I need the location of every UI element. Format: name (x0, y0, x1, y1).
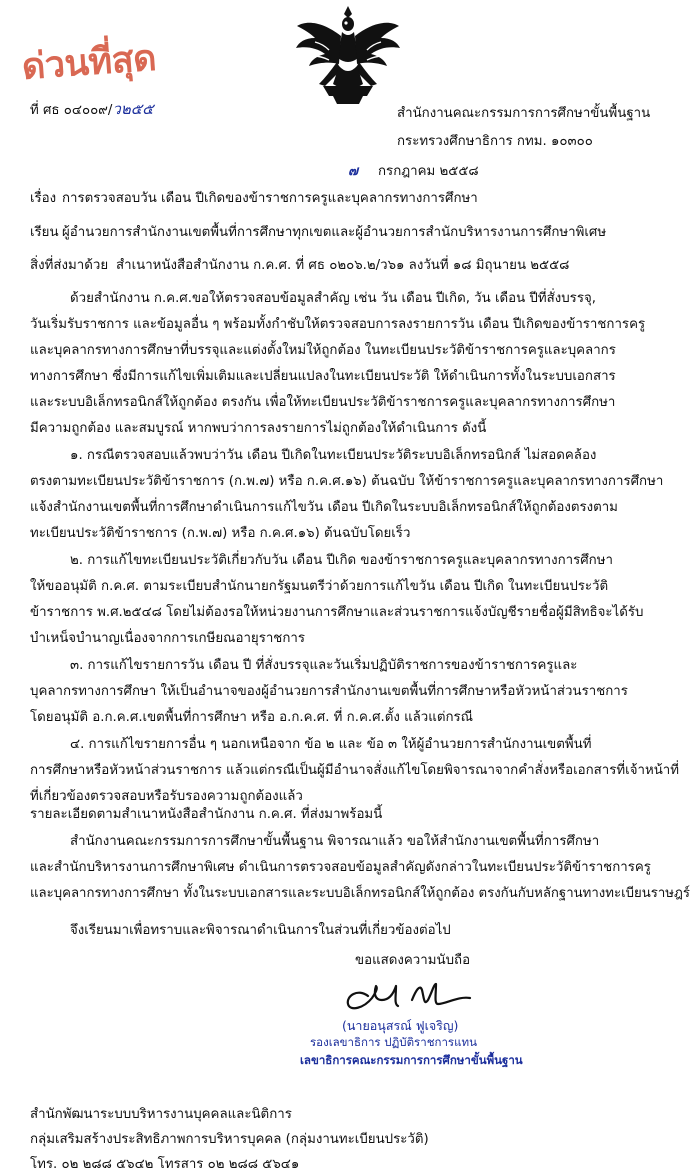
date-month-year: กรกฎาคม ๒๕๕๘ (378, 164, 479, 179)
garuda-emblem-icon (293, 2, 403, 106)
document-date (348, 160, 479, 181)
subject-label: เรื่อง (30, 191, 57, 206)
body-line: โดยอนุมัติ อ.ก.ค.ศ.เขตพื้นที่การศึกษา หรือ อ.ก.ค.ศ. ที่ ก.ค.ศ.ตั้ง แล้วแต่กรณี (30, 710, 474, 725)
signer-name: (นายอนุสรณ์ ฟูเจริญ) (342, 1018, 459, 1033)
body-line: และระบบอิเล็กทรอนิกส์ให้ถูกต้อง ตรงกัน เพื่อให้ทะเบียนประวัติข้าราชการครูและบุคลากรทางการศึกษา (30, 395, 616, 410)
recipient-label: เรียน (30, 225, 59, 240)
body-line: มีความถูกต้อง และสมบูรณ์ หากพบว่าการลงรายการไม่ถูกต้องให้ดำเนินการ ดังนี้ (30, 421, 487, 436)
closing-regards: ขอแสดงความนับถือ (355, 953, 471, 968)
recipient-line (30, 221, 606, 242)
body-line: บุคลากรทางการศึกษา ให้เป็นอำนาจของผู้อำนวยการสำนักงานเขตพื้นที่การศึกษาหรือหัวหน้าส่วนราชการ (30, 684, 628, 699)
body-line: สำนักงานคณะกรรมการการศึกษาขั้นพื้นฐาน พิจารณาแล้ว ขอให้สำนักงานเขตพื้นที่การศึกษา (70, 834, 600, 849)
body-line: วันเริ่มรับราชการ และข้อมูลอื่น ๆ พร้อมทั้งกำชับให้ตรวจสอบการลงรายการวัน เดือน ปีเกิดของข้าราชการครู (30, 317, 646, 332)
document-number-handwritten: ว๒๕๕ (112, 100, 154, 118)
urgent-stamp: ด่วนที่สุด (20, 37, 158, 88)
body-line: ๒. การแก้ไขทะเบียนประวัติเกี่ยวกับวัน เดือน ปีเกิด ของข้าราชการครูและบุคลากรทางการศึกษา (70, 553, 613, 568)
enclosure-label: สิ่งที่ส่งมาด้วย (30, 258, 109, 273)
body-line: ๔. การแก้ไขรายการอื่น ๆ นอกเหนือจาก ข้อ ๒ และ ข้อ ๓ ให้ผู้อำนวยการสำนักงานเขตพื้นที่ (70, 737, 592, 752)
body-line: ทางการศึกษา ซึ่งมีการแก้ไขเพิ่มเติมและเปลี่ยนแปลงในทะเบียนประวัติ ให้ดำเนินการทั้งในระบบเอกสาร (30, 369, 616, 384)
footer-group: กลุ่มเสริมสร้างประสิทธิภาพการบริหารบุคคล (กลุ่มงานทะเบียนประวัติ) (30, 1132, 429, 1147)
subject-text: การตรวจสอบวัน เดือน ปีเกิดของข้าราชการครูและบุคลากรทางการศึกษา (62, 191, 478, 206)
body-line: แจ้งสำนักงานเขตพื้นที่การศึกษาดำเนินการแก้ไขวัน เดือน ปีเกิดในระบบอิเล็กทรอนิกส์ให้ถูกต้องตรงตาม (30, 500, 618, 515)
body-line: ข้าราชการ พ.ศ.๒๕๔๘ โดยไม่ต้องรอให้หน่วยงานการศึกษาและส่วนราชการแจ้งบัญชีรายชื่อผู้มีสิทธิจะได้รับ (30, 605, 644, 620)
subject-line (30, 187, 478, 208)
body-line: และสำนักบริหารงานการศึกษาพิเศษ ดำเนินการตรวจสอบข้อมูลสำคัญดังกล่าวในทะเบียนประวัติข้าราชการครู (30, 860, 651, 875)
recipient-text: ผู้อำนวยการสำนักงานเขตพื้นที่การศึกษาทุกเขตและผู้อำนวยการสำนักบริหารงานการศึกษาพิเศษ (62, 225, 607, 240)
enclosure-text: สำเนาหนังสือสำนักงาน ก.ค.ศ. ที่ ศธ ๐๒๐๖.๒/ว๖๑ ลงวันที่ ๑๘ มิถุนายน ๒๕๕๘ (116, 258, 570, 273)
body-line: ด้วยสำนักงาน ก.ค.ศ.ขอให้ตรวจสอบข้อมูลสำคัญ เช่น วัน เดือน ปีเกิด, วัน เดือน ปีที่สั่งบรรจุ, (70, 291, 596, 306)
body-line: ตรงตามทะเบียนประวัติข้าราชการ (ก.พ.๗) หรือ ก.ค.ศ.๑๖) ต้นฉบับ ให้ข้าราชการครูและบุคลากรทางการศึกษา (30, 474, 664, 489)
signer-title-line1: รองเลขาธิการ ปฏิบัติราชการแทน (310, 1035, 477, 1049)
body-line: ๓. การแก้ไขรายการวัน เดือน ปี ที่สั่งบรรจุและวันเริ่มปฏิบัติราชการของข้าราชการครูและ (70, 658, 578, 673)
body-line: ที่เกี่ยวข้องตรวจสอบหรือรับรองความถูกต้องแล้ว (30, 789, 303, 804)
document-number (30, 97, 153, 121)
body-line: ทะเบียนประวัติข้าราชการ (ก.พ.๗) หรือ ก.ค.ศ.๑๖) ต้นฉบับโดยเร็ว (30, 526, 411, 541)
footer-department: สำนักพัฒนาระบบบริหารงานบุคคลและนิติการ (30, 1107, 292, 1122)
issuing-ministry-address: กระทรวงศึกษาธิการ กทม. ๑๐๓๐๐ (397, 134, 593, 149)
handwritten-signature-icon (338, 970, 478, 1018)
body-line: รายละเอียดตามสำเนาหนังสือสำนักงาน ก.ค.ศ. ที่ส่งมาพร้อมนี้ (30, 807, 383, 822)
body-line: ๑. กรณีตรวจสอบแล้วพบว่าวัน เดือน ปีเกิดในทะเบียนประวัติระบบอิเล็กทรอนิกส์ ไม่สอดคล้อง (70, 448, 597, 463)
body-line: การศึกษาหรือหัวหน้าส่วนราชการ แล้วแต่กรณีเป็นผู้มีอำนาจสั่งแก้ไขโดยพิจารณาจากคำสั่งหรือเอกสารที่เจ้าหน้าที่ (30, 763, 680, 778)
body-line: ให้ขออนุมัติ ก.ค.ศ. ตามระเบียบสำนักนายกรัฐมนตรีว่าด้วยการแก้ไขวัน เดือน ปีเกิด ในทะเบียนประวัติ (30, 579, 609, 594)
body-line: บำเหน็จบำนาญเนื่องจากการเกษียณอายุราชการ (30, 631, 305, 646)
date-day-handwritten: ๗ (348, 164, 358, 179)
footer-contact: โทร. ๐๒ ๒๘๘ ๕๖๔๒ โทรสาร ๐๒ ๒๘๘ ๕๖๔๑ (30, 1157, 300, 1172)
signer-title-line2: เลขาธิการคณะกรรมการการศึกษาขั้นพื้นฐาน (300, 1053, 523, 1067)
document-number-prefix: ที่ ศธ ๐๔๐๐๙/ (30, 103, 113, 118)
issuing-office: สำนักงานคณะกรรมการการศึกษาขั้นพื้นฐาน (397, 106, 651, 121)
body-line: และบุคลากรทางการศึกษา ทั้งในระบบเอกสารและระบบอิเล็กทรอนิกส์ให้ถูกต้อง ตรงกันกับหลักฐานทางทะเบียนราษฎร์ (30, 886, 690, 901)
body-line: จึงเรียนมาเพื่อทราบและพิจารณาดำเนินการในส่วนที่เกี่ยวข้องต่อไป (70, 923, 451, 938)
body-line: และบุคลากรทางการศึกษาที่บรรจุและแต่งตั้งใหม่ให้ถูกต้อง ในทะเบียนประวัติข้าราชการครูและบุคลากร (30, 343, 616, 358)
enclosure-line (30, 254, 569, 275)
